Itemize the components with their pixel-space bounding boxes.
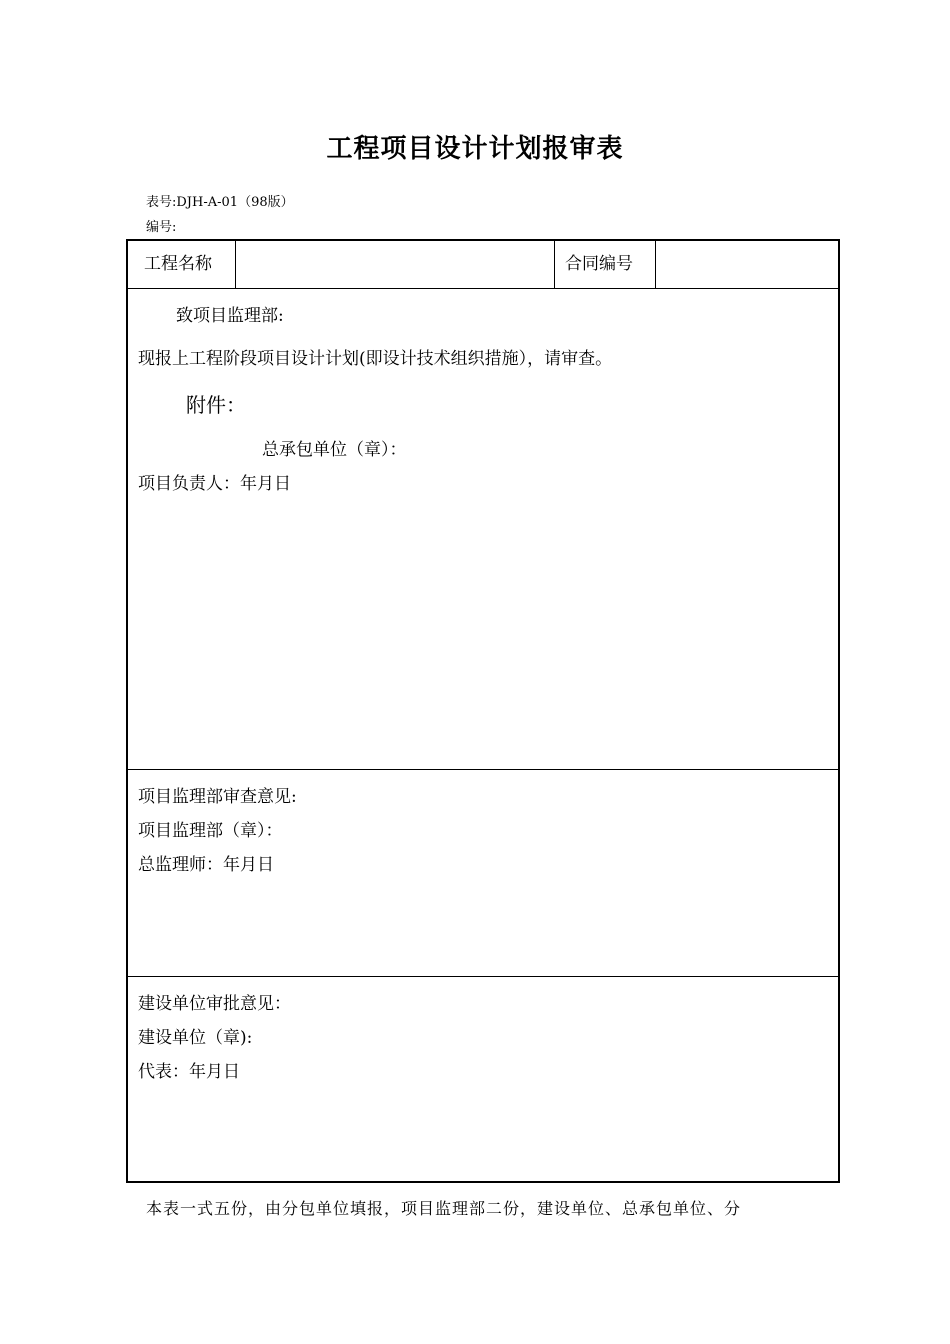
chief-supervisor-date-label: 总监理师：年月日 — [138, 855, 274, 875]
footer-note: 本表一式五份，由分包单位填报，项目监理部二份，建设单位、总承包单位、分 — [146, 1199, 742, 1218]
representative-date-label: 代表：年月日 — [138, 1062, 240, 1082]
approval-form-table — [126, 239, 840, 1183]
form-number: 表号:DJH-A-01（98版） — [146, 195, 294, 210]
project-name-label: 工程名称 — [128, 241, 236, 288]
owner-opinion-label: 建设单位审批意见： — [138, 994, 291, 1014]
document-title: 工程项目设计计划报审表 — [326, 134, 624, 164]
supervision-section — [128, 770, 838, 977]
addressee-text: 致项目监理部: — [176, 306, 284, 326]
contract-no-label: 合同编号 — [555, 241, 656, 288]
attachment-label: 附件： — [186, 393, 246, 417]
manager-date-label: 项目负责人：年月日 — [138, 474, 291, 494]
submission-section — [128, 289, 838, 770]
contract-no-field[interactable] — [656, 241, 838, 288]
serial-number: 编号: — [146, 220, 177, 235]
owner-section — [128, 977, 838, 1181]
supervision-opinion-label: 项目监理部审查意见: — [138, 787, 297, 807]
owner-seal-label: 建设单位（章): — [138, 1028, 253, 1048]
contractor-seal-label: 总承包单位（章）： — [262, 440, 407, 460]
header-row — [128, 241, 838, 289]
project-name-field[interactable] — [236, 241, 555, 288]
submission-body-text: 现报上工程阶段项目设计计划(即设计技术组织措施），请审查。 — [138, 349, 613, 369]
supervision-seal-label: 项目监理部（章）： — [138, 821, 283, 841]
